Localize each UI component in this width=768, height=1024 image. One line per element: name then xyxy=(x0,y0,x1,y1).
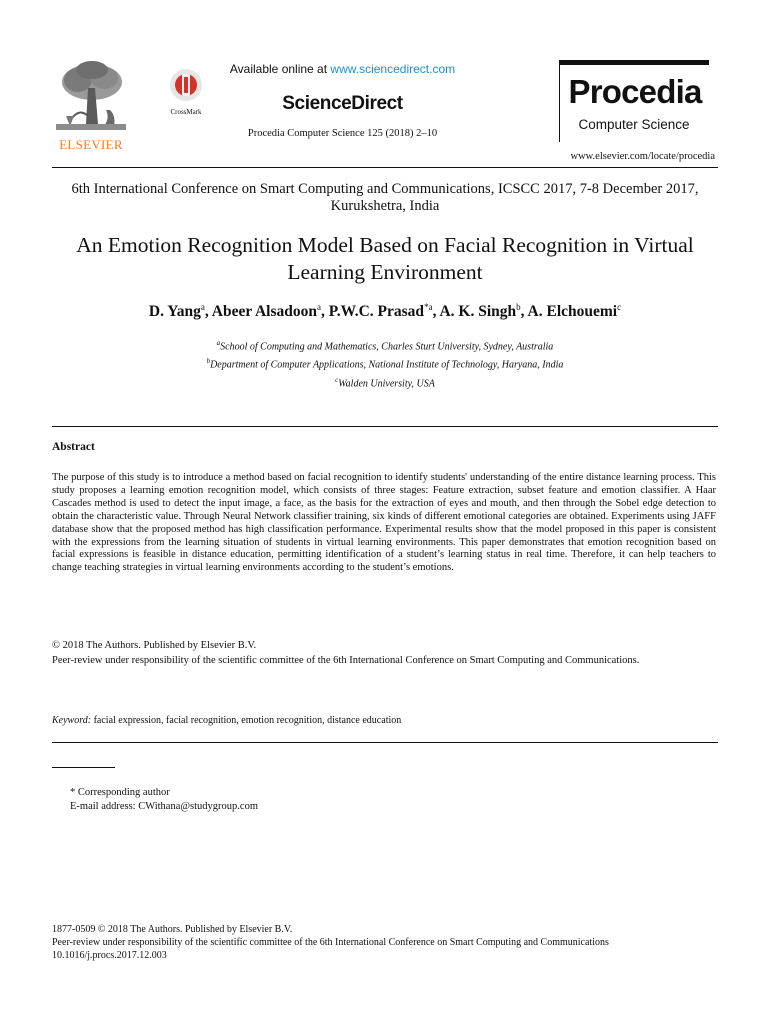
sciencedirect-wordmark: ScienceDirect xyxy=(282,93,403,114)
author-list xyxy=(52,302,718,321)
affiliation-text: Walden University, USA xyxy=(338,377,435,389)
peer-review-line: Peer-review under responsibility of the scientific committee of the 6th International Conference on Smart Computing and Communications. xyxy=(52,655,640,666)
footnote xyxy=(70,786,258,814)
affiliations xyxy=(52,336,718,391)
keywords-text: facial expression, facial recognition, emotion recognition, distance education xyxy=(93,715,402,726)
crossmark-icon xyxy=(169,68,203,102)
corresponding-email: E-mail address: CWithana@studygroup.com xyxy=(70,801,259,812)
journal-url[interactable]: www.elsevier.com/locate/procedia xyxy=(570,151,715,162)
author-affiliation-mark: b xyxy=(516,302,521,312)
issn-line: 1877-0509 © 2018 The Authors. Published by Elsevier B.V. xyxy=(52,924,293,935)
affiliation-mark: c xyxy=(335,375,339,384)
author: A. Elchouemi xyxy=(527,303,618,321)
crossmark-label: CrossMark xyxy=(170,108,202,116)
doi[interactable]: 10.1016/j.procs.2017.12.003 xyxy=(52,949,167,961)
corresponding-author-note: * Corresponding author xyxy=(70,787,170,798)
abstract-body: The purpose of this study is to introduce a method based on facial recognition to identify students' understanding of the entire distance learning process. This study proposes a learning emotion recognition model, which consists of three stages: Feature extraction, subset feature and emotion classifier. A Haar Cascades method is used to detect the input image, a face, as the basis for the extraction of eyes and mouth, and then through the Sobel edge detection to obtain the characteristic value. Through Neural Network classifier training, six kinds of different emotional categories are obtained. Experiments using JAFF database show that the proposed method has high classification performance. Experimental results show that the model proposed in this paper is consistent with the expressions from the learning situation of students in virtual learning environments. This paper demonstrates that emotion recognition based on facial expressions is feasible in distance education, permitting identification of a student’s learning status in real time. Therefore, it can help teachers to change teaching strategies in virtual learning environments according to the student’s emotions. xyxy=(52,472,716,574)
paper-title: An Emotion Recognition Model Based on Facial Recognition in Virtual Learning Environment xyxy=(76,233,694,284)
abstract-top-rule xyxy=(52,426,718,427)
affiliation-line xyxy=(52,336,718,354)
footnote-rule xyxy=(52,767,115,768)
affiliation-mark: a xyxy=(216,339,221,347)
author-separator: , xyxy=(520,303,528,321)
keywords-line xyxy=(52,715,716,726)
affiliation-line xyxy=(52,354,718,372)
abstract-bottom-rule xyxy=(52,742,718,743)
procedia-logo-subtitle: Computer Science xyxy=(578,117,690,132)
copyright-block xyxy=(52,638,716,668)
abstract-heading: Abstract xyxy=(52,441,95,453)
affiliation-text: Department of Computer Applications, National Institute of Technology, Haryana, India xyxy=(210,359,564,371)
affiliation-mark: b xyxy=(206,357,211,366)
author-affiliation-mark: a xyxy=(200,302,205,312)
affiliation-line xyxy=(52,373,718,391)
elsevier-wordmark: ELSEVIER xyxy=(59,137,123,152)
author-separator: , xyxy=(432,303,440,321)
page-footer xyxy=(52,924,720,962)
author: P.W.C. Prasad xyxy=(328,303,425,321)
author: A. K. Singh xyxy=(439,303,517,321)
author-affiliation-mark: c xyxy=(617,302,622,312)
procedia-logo-title: Procedia xyxy=(568,73,702,110)
author-separator: , xyxy=(204,303,212,321)
author-separator: , xyxy=(320,303,329,321)
affiliation-text: School of Computing and Mathematics, Charles Sturt University, Sydney, Australia xyxy=(220,341,554,353)
author: D. Yang xyxy=(148,303,201,321)
author: Abeer Alsadoon xyxy=(211,303,317,321)
journal-reference: Procedia Computer Science 125 (2018) 2–10 xyxy=(247,128,438,139)
author-affiliation-mark: a xyxy=(316,302,321,312)
footer-peer-review: Peer-review under responsibility of the scientific committee of the 6th International Conference on Smart Computing and Communications xyxy=(52,936,609,948)
sciencedirect-link[interactable]: www.sciencedirect.com xyxy=(330,62,456,76)
keywords-label: Keyword: xyxy=(52,715,92,726)
conference-line: 6th International Conference on Smart Computing and Communications, ICSCC 2017, 7-8 December 2017, Kurukshetra, India xyxy=(71,181,699,214)
available-prefix: Available online at xyxy=(229,62,328,76)
author-affiliation-mark: *a xyxy=(424,302,433,312)
header-divider xyxy=(52,167,718,168)
elsevier-logo xyxy=(52,58,130,150)
available-online xyxy=(200,62,485,76)
elsevier-tree-icon xyxy=(52,58,130,134)
copyright-line: © 2018 The Authors. Published by Elsevier B.V. xyxy=(52,640,257,651)
